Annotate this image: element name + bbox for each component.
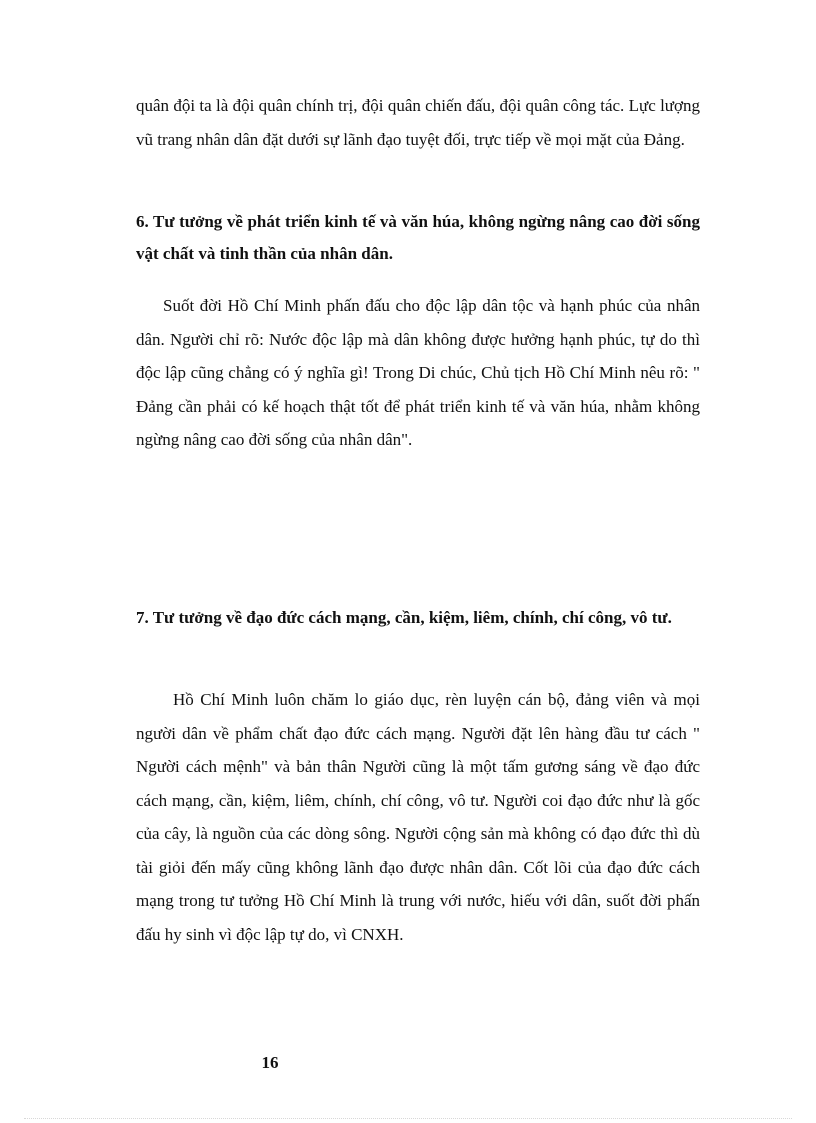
section-6-paragraph: Suốt đời Hồ Chí Minh phấn đấu cho độc lập dân tộc và hạnh phúc của nhân dân. Người chỉ rõ: Nước độc lập mà dân không được hưởng hạnh phúc, tự do thì độc lập cũng chẳng có ý nghĩa gì! Trong Di chúc, Chủ tịch Hồ Chí Minh nêu rõ: " Đảng cần phải có kế hoạch thật tốt để phát triển kinh tế và văn húa, nhằm không ngừng nâng cao đời sống của nhân dân". <box>136 296 700 449</box>
page-number: 16 <box>261 1053 279 1072</box>
section-7-paragraph: Hồ Chí Minh luôn chăm lo giáo dục, rèn luyện cán bộ, đảng viên và mọi người dân về phẩm chất đạo đức cách mạng. Người đặt lên hàng đầu tư cách " Người cách mệnh" và bản thân Người cũng là một tấm gương sáng về đạo đức cách mạng, cần, kiệm, liêm, chính, chí công, vô tư. Người coi đạo đức như là gốc của cây, là nguồn của các dòng sông. Người cộng sản mà không có đạo đức thì dù tài giỏi đến mấy cũng không lãnh đạo được nhân dân. Cốt lõi của đạo đức cách mạng trong tư tưởng Hồ Chí Minh là trung với nước, hiếu với dân, suốt đời phấn đấu hy sinh vì độc lập tự do, vì CNXH. <box>136 690 700 944</box>
section-6-heading: 6. Tư tưởng về phát triển kinh tế và văn húa, không ngừng nâng cao đời sống vật chất và tinh thần của nhân dân. <box>136 212 700 263</box>
footer-divider <box>24 1118 792 1119</box>
continued-paragraph: quân đội ta là đội quân chính trị, đội quân chiến đấu, đội quân công tác. Lực lượng vũ trang nhân dân đặt dưới sự lãnh đạo tuyệt đối, trực tiếp về mọi mặt của Đảng. <box>136 96 700 149</box>
section-7-heading: 7. Tư tưởng về đạo đức cách mạng, cần, kiệm, liêm, chính, chí công, vô tư. <box>136 608 672 627</box>
